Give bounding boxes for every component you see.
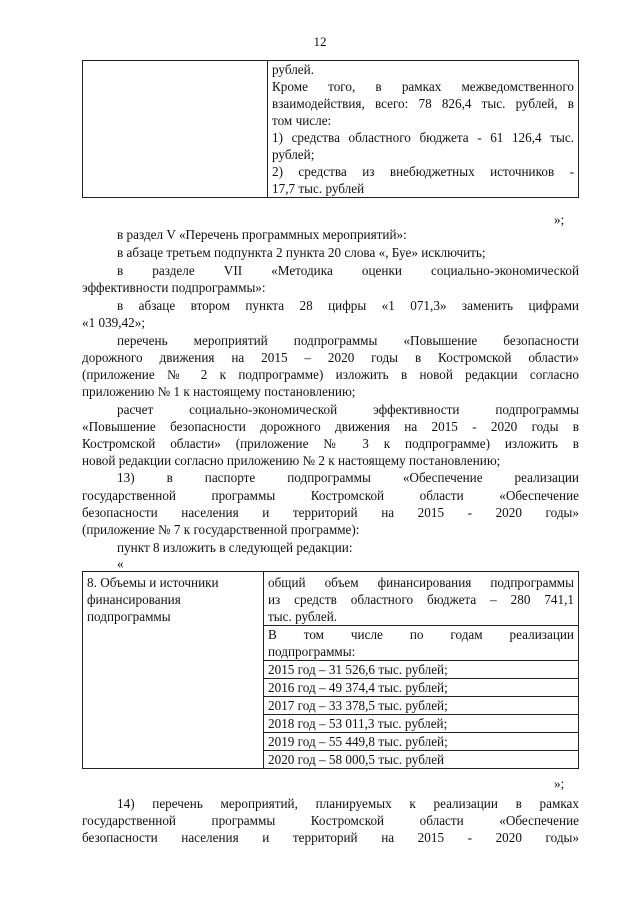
- table-text-line: взаимодействия, всего: 78 826,4 тыс. рублей, в: [272, 96, 574, 111]
- paragraph-subpoint-2: в абзаце третьем подпункта 2 пункта 20 слова «, Буе» исключить;: [117, 245, 486, 260]
- paragraph-measures-l2: дорожного движения на 2015 – 2020 годы в Костромской области»: [82, 350, 579, 365]
- funding-year-2017: 2017 год – 33 378,5 тыс. рублей;: [264, 697, 578, 715]
- funding-years-intro: В том числе по годам реализации: [268, 627, 574, 642]
- table-text-line: рублей.: [272, 62, 315, 77]
- funding-year-2015: 2015 год – 31 526,6 тыс. рублей;: [264, 661, 578, 679]
- paragraph-13-l3: безопасности населения и территорий на 2015 - 2020 годы»: [82, 505, 579, 520]
- paragraph-point-28-l1: в абзаце втором пункта 28 цифры «1 071,3» заменить цифрами: [117, 298, 579, 313]
- opening-quote: «: [117, 556, 124, 571]
- paragraph-13-l1: 13) в паспорте подпрограммы «Обеспечение реализации: [117, 470, 579, 485]
- paragraph-13-l4: (приложение № 7 к государственной программе):: [82, 522, 360, 537]
- paragraph-measures-l3: (приложение № 2 к подпрограмме) изложить в новой редакции согласно: [82, 367, 579, 382]
- table-left-cell: [83, 572, 264, 769]
- paragraph-calc-l3: Костромской области» (приложение № 3 к подпрограмме) изложить в: [82, 436, 579, 451]
- row-label-line: подпрограммы: [87, 609, 171, 624]
- paragraph-section-vii-l1: в разделе VII «Методика оценки социально-экономической: [117, 263, 579, 278]
- table-text-line: Кроме того, в рамках межведомственного: [272, 79, 574, 94]
- paragraph-14-l1: 14) перечень мероприятий, планируемых к реализации в рамках: [117, 796, 579, 811]
- closing-quote-1: »;: [554, 212, 565, 227]
- table-text-line: том числе:: [272, 113, 332, 128]
- paragraph-section-vii-l2: эффективности подпрограммы»:: [82, 280, 266, 295]
- table-right-cell: [268, 61, 579, 198]
- table-text-line: 17,7 тыс. рублей: [272, 181, 365, 196]
- table-text-line: 2) средства из внебюджетных источников -: [272, 164, 574, 179]
- paragraph-calc-l4: новой редакции согласно приложению № 2 к настоящему постановлению;: [82, 453, 501, 468]
- paragraph-13-l2: государственной программы Костромской области «Обеспечение: [82, 488, 579, 503]
- funding-volumes-table: [82, 571, 579, 769]
- funding-intro-line: общий объем финансирования подпрограммы: [268, 575, 574, 590]
- paragraph-calc-l1: расчет социально-экономической эффективности подпрограммы: [117, 402, 579, 417]
- page-number: 12: [313, 34, 327, 49]
- paragraph-point-28-l2: «1 039,42»;: [82, 315, 146, 330]
- paragraph-section-v: в раздел V «Перечень программных мероприятий»:: [117, 227, 407, 242]
- funding-years-intro: подпрограммы:: [264, 643, 578, 661]
- paragraph-point-8: пункт 8 изложить в следующей редакции:: [117, 540, 353, 555]
- funding-intro-line: тыс. рублей.: [264, 608, 578, 626]
- closing-quote-2: »;: [554, 776, 565, 791]
- funding-table-continued: [82, 60, 579, 198]
- funding-year-2020: 2020 год – 58 000,5 тыс. рублей: [268, 752, 445, 767]
- row-label-line: финансирования: [87, 592, 181, 607]
- paragraph-calc-l2: «Повышение безопасности дорожного движения на 2015 - 2020 годы в: [82, 419, 579, 434]
- funding-year-2019: 2019 год – 55 449,8 тыс. рублей;: [264, 733, 578, 751]
- funding-year-2016: 2016 год – 49 374,4 тыс. рублей;: [264, 679, 578, 697]
- paragraph-measures-l4: приложению № 1 к настоящему постановлению;: [82, 384, 356, 399]
- table-text-line: рублей;: [272, 147, 315, 162]
- table-left-cell-empty: [83, 61, 268, 198]
- funding-intro-line: из средств областного бюджета – 280 741,1: [268, 592, 574, 607]
- row-label-line: 8. Объемы и источники: [87, 575, 219, 590]
- paragraph-measures-l1: перечень мероприятий подпрограммы «Повышение безопасности: [117, 333, 579, 348]
- table-text-line: 1) средства областного бюджета - 61 126,4 тыс.: [272, 130, 574, 145]
- paragraph-14-l2: государственной программы Костромской области «Обеспечение: [82, 813, 579, 828]
- paragraph-14-l3: безопасности населения и территорий на 2015 - 2020 годы»: [82, 830, 579, 845]
- table-right-cell: [264, 572, 579, 769]
- funding-year-2018: 2018 год – 53 011,3 тыс. рублей;: [264, 715, 578, 733]
